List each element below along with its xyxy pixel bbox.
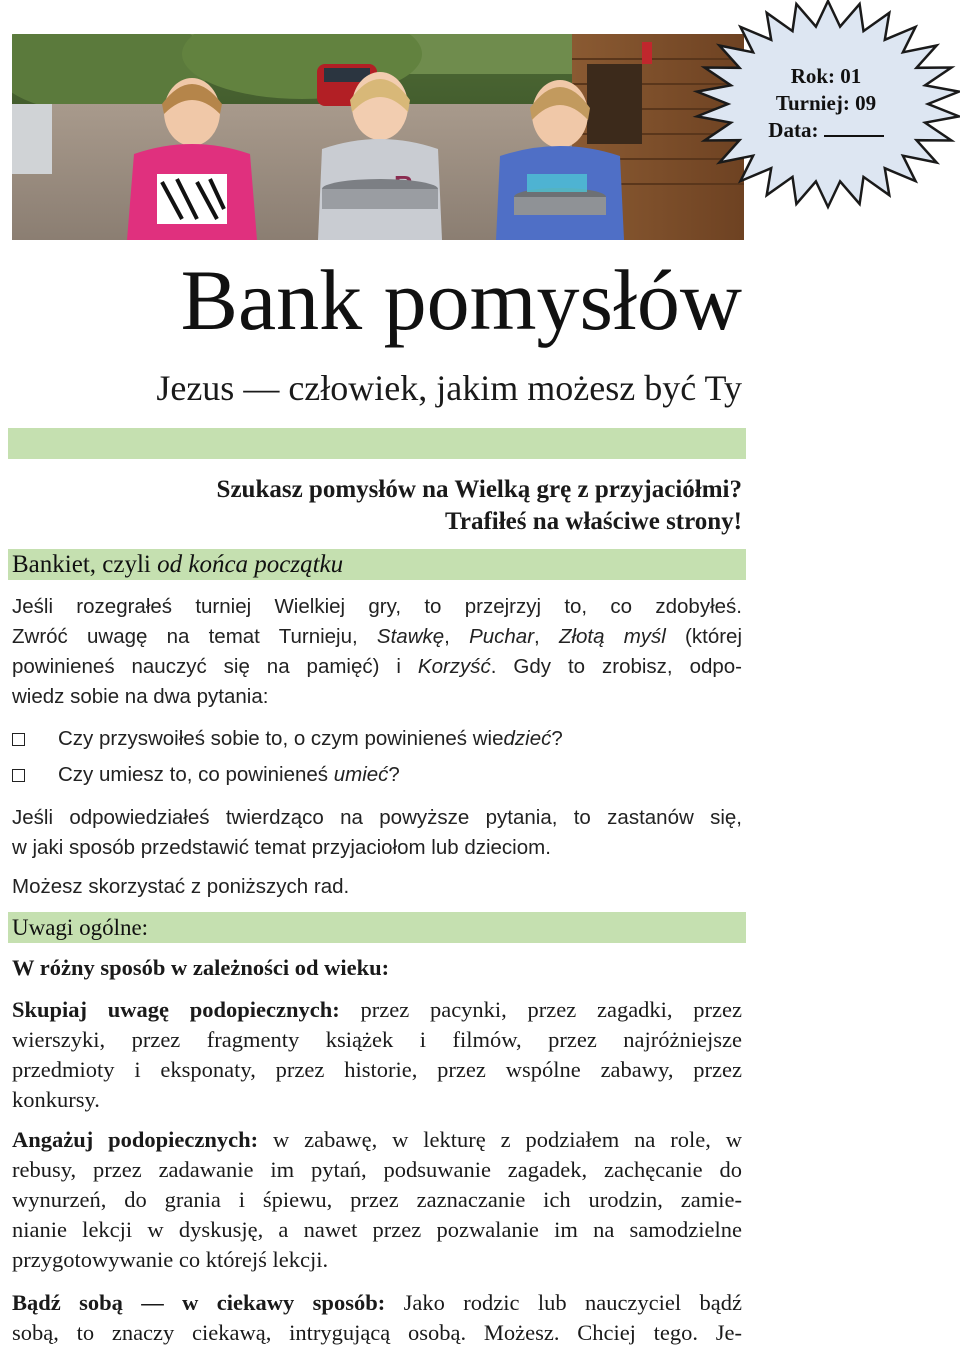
term-korzysc: Korzyść bbox=[417, 655, 491, 678]
photo-illustration bbox=[12, 34, 744, 240]
term-stawka: Stawkę bbox=[376, 625, 445, 648]
p3-line-1 bbox=[12, 1288, 742, 1318]
search-question: Szukasz pomysłów na Wielką grę z przyjaciółmi? bbox=[216, 476, 742, 503]
section-heading-text: Uwagi ogólne: bbox=[12, 915, 149, 940]
page-subtitle: Jezus — człowiek, jakim możesz być Ty bbox=[156, 368, 742, 408]
text: , bbox=[444, 625, 470, 648]
subheading: W różny sposób w zależności od wieku: bbox=[12, 955, 390, 980]
section-heading-uwagi bbox=[8, 912, 746, 943]
question-2 bbox=[58, 760, 742, 790]
decorative-bar bbox=[8, 428, 746, 459]
checkbox-bullet-icon bbox=[12, 769, 25, 782]
badge-year: Rok: 01 bbox=[790, 64, 862, 88]
p2-lead: Angażuj podopiecznych: bbox=[12, 1127, 259, 1152]
text: powinieneś nauczyć się na pamięć) i bbox=[12, 655, 418, 678]
text: . Gdy to zrobisz, odpo- bbox=[490, 655, 743, 678]
header-photo bbox=[12, 34, 744, 240]
intro-line-4: wiedz sobie na dwa pytania: bbox=[12, 685, 269, 708]
section-heading-bankiet bbox=[8, 549, 746, 580]
text-italic: umieć bbox=[333, 763, 389, 786]
badge-date bbox=[690, 117, 960, 144]
p2-line-1 bbox=[12, 1125, 742, 1155]
intro-line-1: Jeśli rozegrałeś turniej Wielkiej gry, to przejrzyj to, co zdobyłeś. bbox=[12, 595, 742, 618]
page-title: Bank pomysłów bbox=[180, 252, 742, 348]
heading-plain: Bankiet, czyli bbox=[12, 551, 158, 578]
after-line-2: w jaki sposób przedstawić temat przyjaciołom lub dzieciom. bbox=[12, 836, 551, 859]
text: Zwróć uwagę na temat Turnieju, bbox=[12, 625, 377, 648]
badge-tournament: Turniej: 09 bbox=[775, 91, 877, 115]
section-heading-text bbox=[12, 549, 343, 580]
text: przez pacynki, przez zagadki, przez bbox=[339, 997, 742, 1022]
term-zlota-mysl: Złotą myśl bbox=[558, 625, 666, 648]
text: ? bbox=[551, 727, 563, 750]
after-line-1: Jeśli odpowiedziałeś twierdząco na powyższe pytania, to zastanów się, bbox=[12, 806, 742, 829]
intro-line-3 bbox=[12, 652, 742, 682]
text: Czy umiesz to, co powinieneś bbox=[58, 763, 334, 786]
p2-line-2: rebusy, przez zadawanie im pytań, podsuwanie zagadek, zachęcanie do bbox=[12, 1157, 742, 1182]
text: ? bbox=[388, 763, 400, 786]
text: Czy przyswoiłeś sobie to, o czym powinieneś wie bbox=[58, 727, 504, 750]
p2-line-3: wynurzeń, do grania i śpiewu, przez zaznaczanie ich urodzin, zamie- bbox=[12, 1187, 742, 1212]
after-line-3: Możesz skorzystać z poniższych rad. bbox=[12, 875, 350, 898]
search-answer: Trafiłeś na właściwe strony! bbox=[445, 508, 742, 535]
heading-italic: od końca początku bbox=[157, 551, 344, 578]
text: w zabawę, w lekturę z podziałem na role, w bbox=[258, 1127, 742, 1152]
p2-line-5: przygotowywanie co którejś lekcji. bbox=[12, 1247, 329, 1272]
intro-line-2 bbox=[12, 622, 742, 652]
text: , bbox=[534, 625, 559, 648]
checkbox-bullet-icon bbox=[12, 733, 25, 746]
issue-badge bbox=[690, 0, 960, 212]
p1-lead: Skupiaj uwagę podopiecznych: bbox=[12, 997, 340, 1022]
p1-line-4: konkursy. bbox=[12, 1087, 100, 1112]
text: Jako rodzic lub nauczyciel bądź bbox=[385, 1290, 743, 1315]
p1-line-1 bbox=[12, 995, 742, 1025]
term-puchar: Puchar bbox=[469, 625, 535, 648]
p1-line-2: wierszyki, przez fragmenty książek i filmów, przez najróżniejsze bbox=[12, 1027, 742, 1052]
badge-date-blank bbox=[824, 118, 884, 137]
question-1 bbox=[58, 724, 742, 754]
badge-date-label: Data: bbox=[768, 118, 819, 142]
text: (której bbox=[665, 625, 742, 648]
text-italic: dzieć bbox=[503, 727, 552, 750]
p3-line-2: sobą, to znaczy ciekawą, intrygującą osobą. Możesz. Chciej tego. Je- bbox=[12, 1320, 742, 1345]
p1-line-3: przedmioty i eksponaty, przez historie, przez wspólne zabawy, przez bbox=[12, 1057, 742, 1082]
p2-line-4: nianie lekcji w dyskusję, a nawet przez pozwalanie im na samodzielne bbox=[12, 1217, 742, 1242]
badge-text bbox=[690, 63, 960, 144]
p3-lead: Bądź sobą — w ciekawy sposób: bbox=[12, 1290, 386, 1315]
